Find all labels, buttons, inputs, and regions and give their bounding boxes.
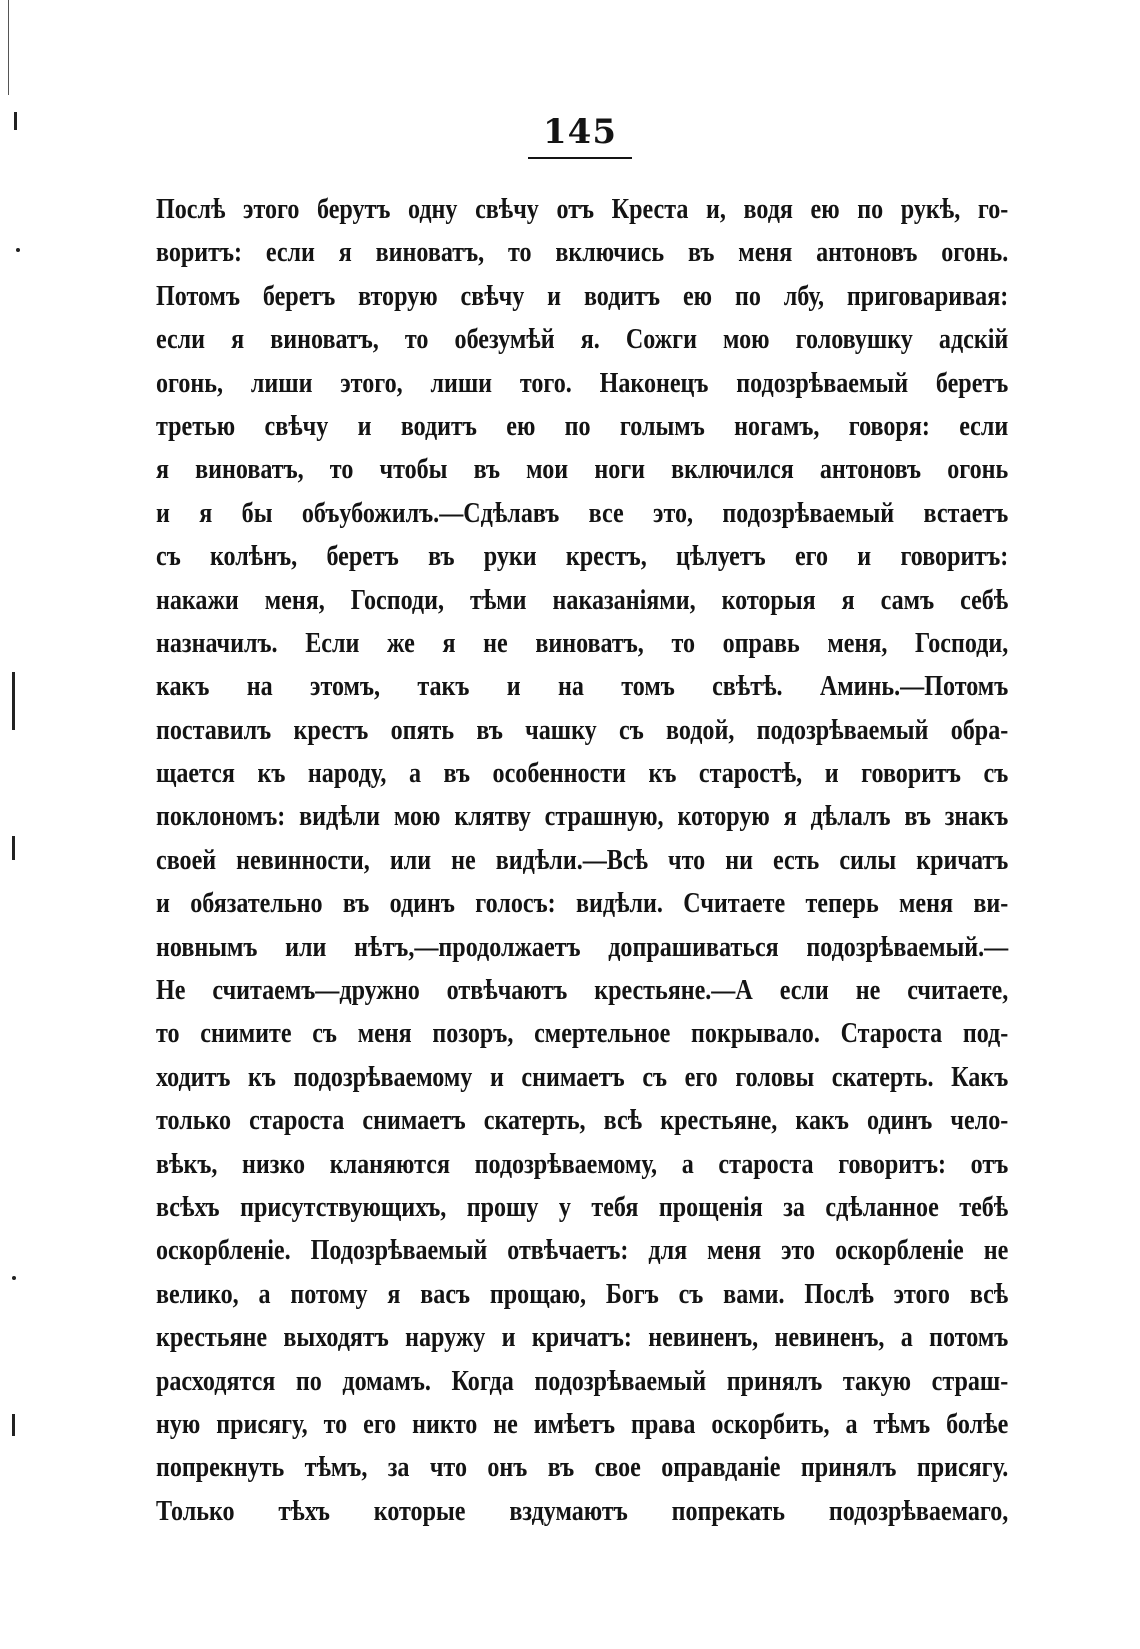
- text-line: ходитъ къ подозрѣваемому и снимаетъ съ его головы скатерть. Какъ: [156, 1061, 1009, 1093]
- margin-mark: [12, 1414, 15, 1436]
- text-line: поставилъ крестъ опять въ чашку съ водой, подозрѣваемый обра-: [156, 714, 1009, 746]
- text-line: расходятся по домамъ. Когда подозрѣваемый принялъ такую страш-: [156, 1365, 1009, 1397]
- text-line: поклономъ: видѣли мою клятву страшную, которую я дѣлалъ въ знакъ: [156, 801, 1009, 833]
- text-line: какъ на этомъ, такъ и на томъ свѣтѣ. Аминь.—Потомъ: [156, 671, 1009, 703]
- margin-mark: [14, 112, 17, 130]
- text-line: воритъ: если я виноватъ, то включись въ меня антоновъ огонь.: [156, 237, 1009, 269]
- text-line: съ колѣнъ, беретъ въ руки крестъ, цѣлуетъ его и говоритъ:: [156, 541, 1009, 573]
- margin-mark: [12, 672, 15, 730]
- text-line: вѣкъ, низко кланяются подозрѣваемому, а староста говоритъ: отъ: [156, 1148, 1009, 1180]
- text-line: попрекнуть тѣмъ, за что онъ въ свое оправданіе принялъ присягу.: [156, 1452, 1009, 1484]
- page-number-rule: [528, 157, 632, 159]
- text-line: Не считаемъ—дружно отвѣчаютъ крестьяне.—А если не считаете,: [156, 975, 1009, 1007]
- margin-mark: [12, 836, 15, 860]
- text-line: огонь, лиши этого, лиши того. Наконецъ подозрѣваемый беретъ: [156, 367, 1009, 399]
- text-line: ную присягу, то его никто не имѣетъ права оскорбить, а тѣмъ болѣе: [156, 1408, 1009, 1440]
- text-line: и я бы объубожилъ.—Сдѣлавъ все это, подозрѣваемый встаетъ: [156, 497, 1009, 529]
- margin-mark: [16, 248, 20, 252]
- text-line: щается къ народу, а въ особенности къ старостѣ, и говоритъ съ: [156, 758, 1009, 790]
- text-line: если я виноватъ, то обезумѣй я. Сожги мою головушку адскій: [156, 324, 1009, 356]
- text-line: оскорбленіе. Подозрѣваемый отвѣчаетъ: для меня это оскорбленіе не: [156, 1235, 1009, 1267]
- text-line: и обязательно въ одинъ голосъ: видѣли. Считаете теперь меня ви-: [156, 888, 1009, 920]
- text-line: Послѣ этого берутъ одну свѣчу отъ Креста и, водя ею по рукѣ, го-: [156, 194, 1009, 225]
- text-line: Только тѣхъ которые вздумаютъ попрекать подозрѣваемаго,: [156, 1495, 1009, 1527]
- text-line: третью свѣчу и водитъ ею по голымъ ногамъ, говоря: если: [156, 410, 1009, 442]
- page-number: 145: [543, 112, 617, 152]
- text-line: велико, а потому я васъ прощаю, Богъ съ вами. Послѣ этого всѣ: [156, 1278, 1009, 1310]
- text-line: Потомъ беретъ вторую свѣчу и водитъ ею по лбу, приговаривая:: [156, 280, 1009, 312]
- text-line: крестьяне выходятъ наружу и кричатъ: невиненъ, невиненъ, а потомъ: [156, 1322, 1009, 1354]
- text-line: я виноватъ, то чтобы въ мои ноги включился антоновъ огонь: [156, 454, 1009, 486]
- body-text: [156, 188, 1009, 1533]
- text-line: своей невинности, или не видѣли.—Всѣ что ни есть силы кричатъ: [156, 844, 1009, 876]
- text-line: всѣхъ присутствующихъ, прошу у тебя прощенія за сдѣланное тебѣ: [156, 1191, 1009, 1223]
- margin-mark: [12, 1276, 16, 1280]
- scan-edge-line: [8, 0, 9, 95]
- text-line: только староста снимаетъ скатерть, всѣ крестьяне, какъ одинъ чело-: [156, 1105, 1009, 1137]
- text-line: накажи меня, Господи, тѣми наказаніями, которыя я самъ себѣ: [156, 584, 1009, 616]
- text-line: новнымъ или нѣтъ,—продолжаетъ допрашиваться подозрѣваемый.—: [156, 931, 1009, 963]
- text-line: то снимите съ меня позоръ, смертельное покрывало. Староста под-: [156, 1018, 1009, 1050]
- text-line: назначилъ. Если же я не виноватъ, то оправь меня, Господи,: [156, 627, 1009, 659]
